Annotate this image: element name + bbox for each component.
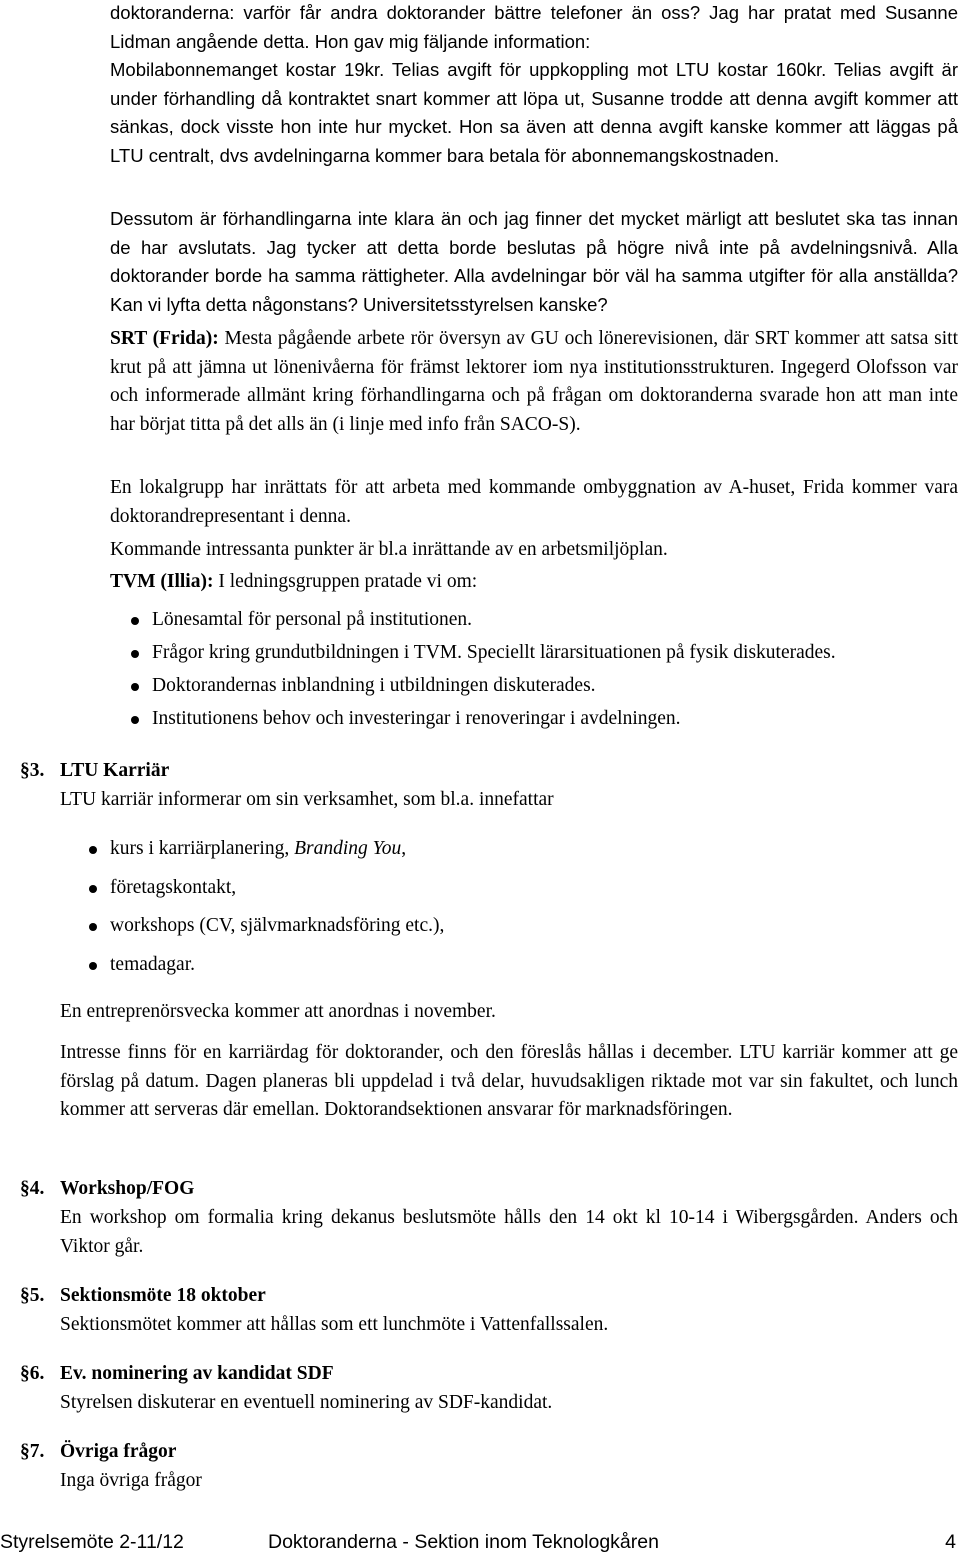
list-item: Frågor kring grundutbildningen i TVM. Speciellt lärarsituationen på fysik diskuterades.: [152, 639, 958, 672]
srt-label: SRT (Frida):: [110, 328, 219, 349]
list-item: Doktorandernas inblandning i utbildningen diskuterades.: [152, 672, 958, 705]
list-item: företagskontakt,: [110, 874, 958, 913]
bullet-icon: [131, 683, 139, 691]
tvm-label: TVM (Illia):: [110, 571, 214, 592]
list-item: Institutionens behov och investeringar i renoveringar i avdelningen.: [152, 705, 958, 738]
paragraph-lokalgrupp: En lokalgrupp har inrättats för att arbeta med kommande ombyggnation av A-huset, Frida kommer vara doktorandrepresentant i denna.: [110, 477, 958, 527]
paragraph-arbetsmiljoplan: Kommande intressanta punkter är bl.a inrättande av en arbetsmiljöplan.: [110, 539, 668, 560]
page-footer: [0, 1528, 960, 1558]
page-number: 4: [945, 1531, 956, 1553]
bullet-icon: [89, 846, 97, 854]
list-item: Lönesamtal för personal på institutionen.: [152, 606, 958, 639]
paragraph-telephones-intro: doktoranderna: varför får andra doktorander bättre telefoner än oss? Jag har pratat med Susanne Lidman angående detta. Hon gav mig fäljande information:: [110, 2, 958, 52]
section-heading-4: §4. Workshop/FOG: [20, 1178, 195, 1199]
footer-organization: Doktoranderna - Sektion inom Teknologkåren: [268, 1531, 659, 1553]
bullet-icon: [131, 617, 139, 625]
paragraph-negotiations: Dessutom är förhandlingarna inte klara än och jag finner det mycket märligt att beslutet ska tas innan de har avslutats. Jag tycker att detta borde beslutas på högre nivå inte på avdelningsnivå. Alla doktorander borde ha samma rättigheter. Alla avdelningar bör väl ha samma utgifter för alla anställda? Kan vi lyfta detta någonstans? Universitetsstyrelsen kanske?: [110, 208, 958, 315]
bullet-icon: [89, 885, 97, 893]
srt-text: Mesta pågående arbete rör översyn av GU och lönerevisionen, där SRT kommer att satsa sitt krut på att jämna ut lönenivåerna för främst lektorer iom nya institutionsstrukturen. Ingegerd Olofsson var och informerade allmänt kring förhandlingarna och på frågan om doktoranderna svarade hon att man inte har börjat titta på det alls än (i linje med info från SACO-S).: [110, 328, 958, 435]
list-item: temadagar.: [110, 951, 958, 990]
paragraph-tvm: [110, 568, 958, 597]
section-heading-7: §7. Övriga frågor: [20, 1441, 177, 1462]
list-item: kurs i karriärplanering, Branding You,: [110, 835, 958, 874]
karriar-list: [110, 835, 958, 989]
bullet-icon: [89, 962, 97, 970]
section-6-text: Styrelsen diskuterar en eventuell nominering av SDF-kandidat.: [60, 1392, 553, 1413]
bullet-icon: [131, 650, 139, 658]
paragraph-telias-fees: Mobilabonnemanget kostar 19kr. Telias avgift för uppkoppling mot LTU kostar 160kr. Telias avgift är under förhandling då kontraktet snart kommer att löpa ut, Susanne trodde att denna avgift kommer att sänkas, dock visste hon inte hur mycket. Hon sa även att denna avgift kanske kommer att läggas på LTU centralt, dvs avdelningarna kommer bara betala för abonnemangskostnaden.: [110, 59, 958, 166]
section-5-text: Sektionsmötet kommer att hållas som ett lunchmöte i Vattenfallssalen.: [60, 1314, 609, 1335]
footer-meeting: Styrelsemöte 2-11/12: [0, 1531, 184, 1553]
tvm-list: [152, 606, 958, 738]
section-heading-6: §6. Ev. nominering av kandidat SDF: [20, 1363, 334, 1384]
paragraph-karriardag: Intresse finns för en karriärdag för doktorander, och den föreslås hållas i december. LTU karriär kommer att ge förslag på datum. Dagen planeras bli uppdelad i två delar, huvudsakligen riktade mot var sin fakultet, och lunch kommer att serveras där emellan. Doktorandsektionen ansvarar för marknadsföringen.: [60, 1042, 958, 1120]
section-heading-3: §3. LTU Karriär: [20, 760, 170, 781]
paragraph-entreprenorsvecka: En entreprenörsvecka kommer att anordnas i november.: [60, 1001, 496, 1022]
bullet-icon: [131, 716, 139, 724]
section-heading-5: §5. Sektionsmöte 18 oktober: [20, 1285, 266, 1306]
tvm-text: I ledningsgruppen pratade vi om:: [213, 571, 478, 592]
section-4-text: En workshop om formalia kring dekanus beslutsmöte hålls den 14 okt kl 10-14 i Wibergsgården. Anders och Viktor går.: [60, 1207, 958, 1257]
section-3-intro: LTU karriär informerar om sin verksamhet, som bl.a. innefattar: [60, 789, 554, 810]
section-7-text: Inga övriga frågor: [60, 1470, 202, 1491]
list-item: workshops (CV, självmarknadsföring etc.),: [110, 912, 958, 951]
bullet-icon: [89, 923, 97, 931]
paragraph-srt: [110, 325, 958, 439]
branding-you-italic: Branding You: [294, 838, 402, 859]
